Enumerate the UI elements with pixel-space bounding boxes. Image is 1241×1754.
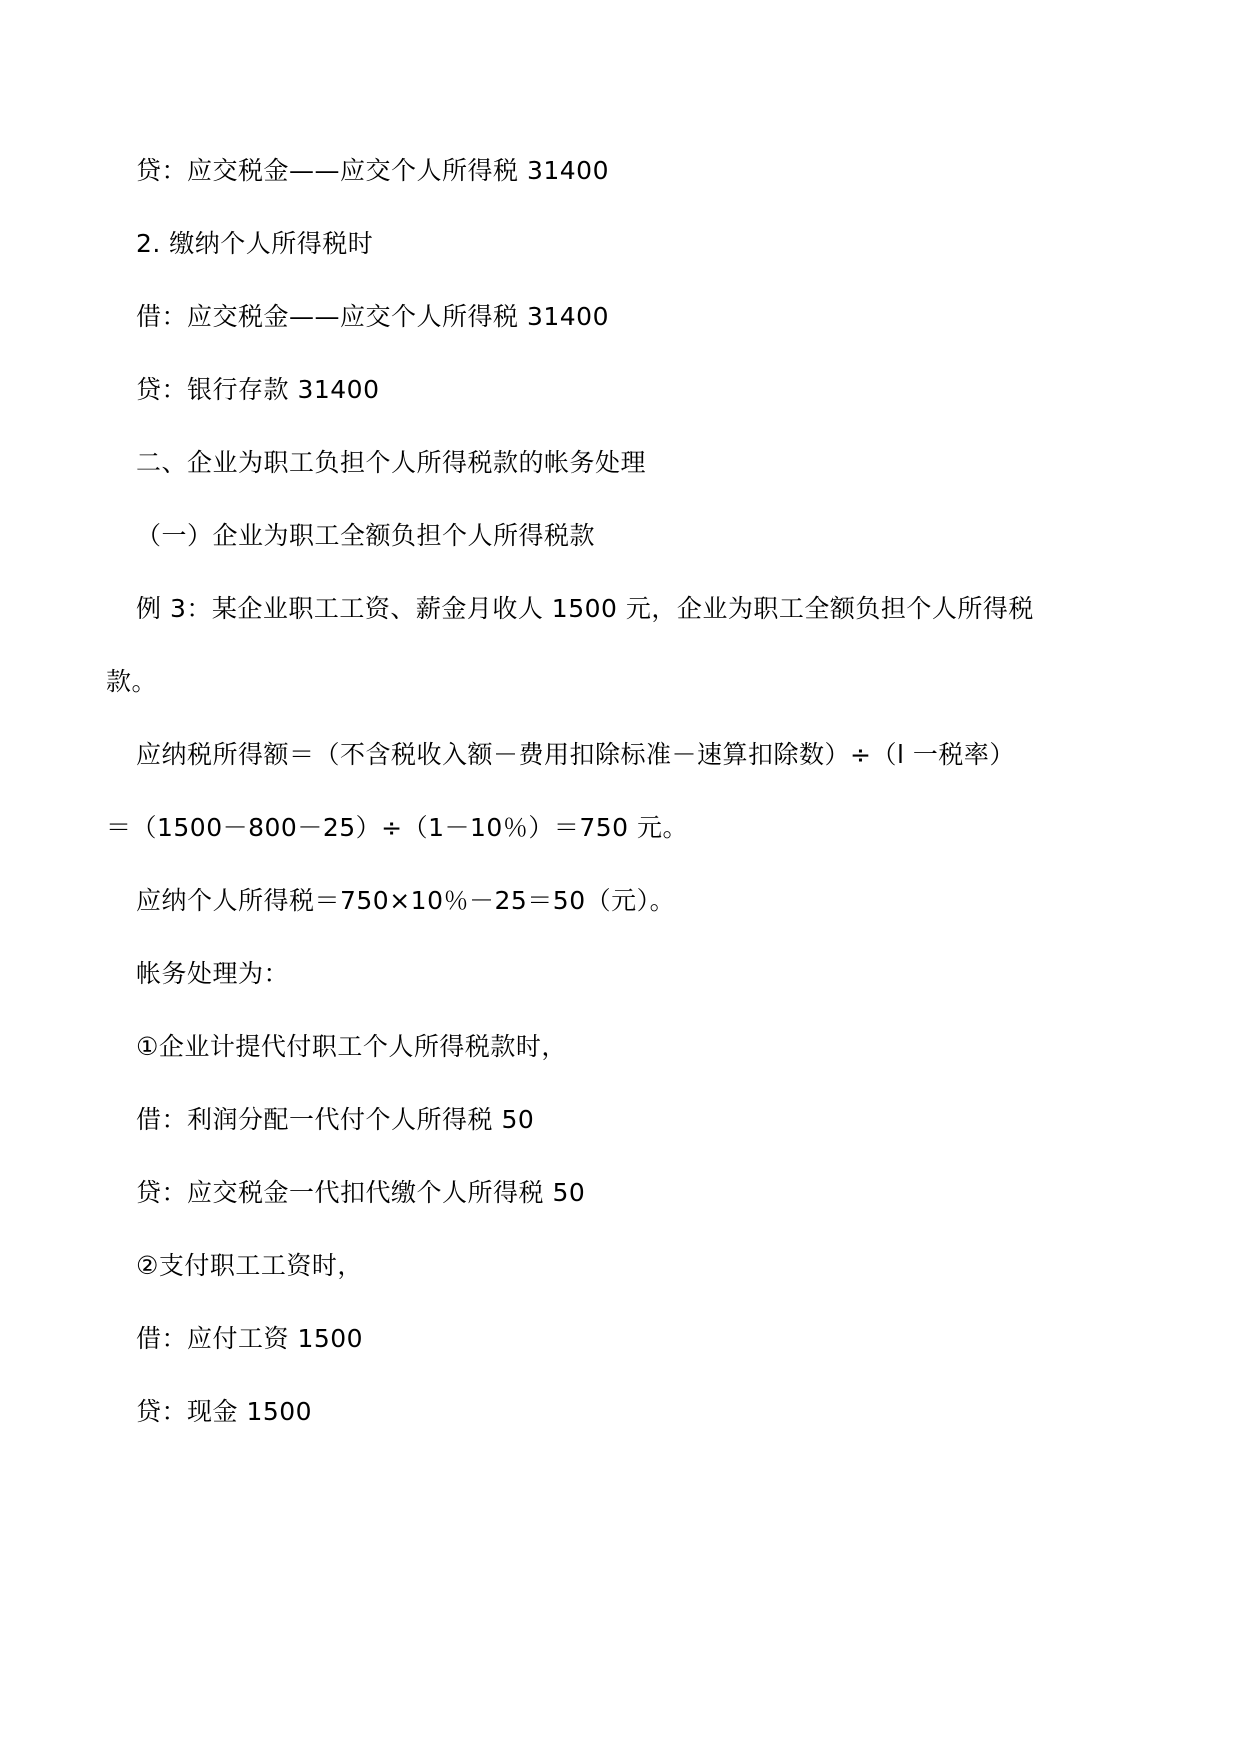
example-3-paragraph: 例 3：某企业职工工资、薪金月收人 1500 元，企业为职工全额负担个人所得税 <box>136 594 1034 623</box>
accounting-treatment-heading: 帐务处理为： <box>136 959 290 988</box>
formula-taxable-income-result: ＝（1500－800－25）÷（1－10％）＝750 元。 <box>106 813 688 842</box>
formula-taxable-income: 应纳税所得额＝（不含税收入额－费用扣除标准－速算扣除数）÷（l 一税率） <box>136 740 1015 769</box>
paragraph-debit-tax-payable: 借：应交税金——应交个人所得税 31400 <box>136 302 609 331</box>
step-2-pay-wages: ②支付职工工资时， <box>136 1251 363 1280</box>
paragraph-pay-income-tax-heading: 2. 缴纳个人所得税时 <box>136 229 374 258</box>
paragraph-credit-bank-deposit: 贷：银行存款 31400 <box>136 375 380 404</box>
section-heading-2: 二、企业为职工负担个人所得税款的帐务处理 <box>136 448 647 477</box>
example-3-paragraph-continued: 款。 <box>106 667 158 696</box>
subsection-heading-1: （一）企业为职工全额负担个人所得税款 <box>136 521 596 550</box>
paragraph-credit-tax-payable: 贷：应交税金——应交个人所得税 31400 <box>136 156 609 185</box>
formula-income-tax-payable: 应纳个人所得税＝750×10％－25＝50（元）。 <box>136 886 676 915</box>
entry-debit-wages-payable: 借：应付工资 1500 <box>136 1324 364 1353</box>
entry-credit-cash: 贷：现金 1500 <box>136 1397 313 1426</box>
entry-debit-profit-distribution: 借：利润分配一代付个人所得税 50 <box>136 1105 535 1134</box>
step-1-accrue-tax: ①企业计提代付职工个人所得税款时， <box>136 1032 567 1061</box>
entry-credit-withholding-tax: 贷：应交税金一代扣代缴个人所得税 50 <box>136 1178 586 1207</box>
